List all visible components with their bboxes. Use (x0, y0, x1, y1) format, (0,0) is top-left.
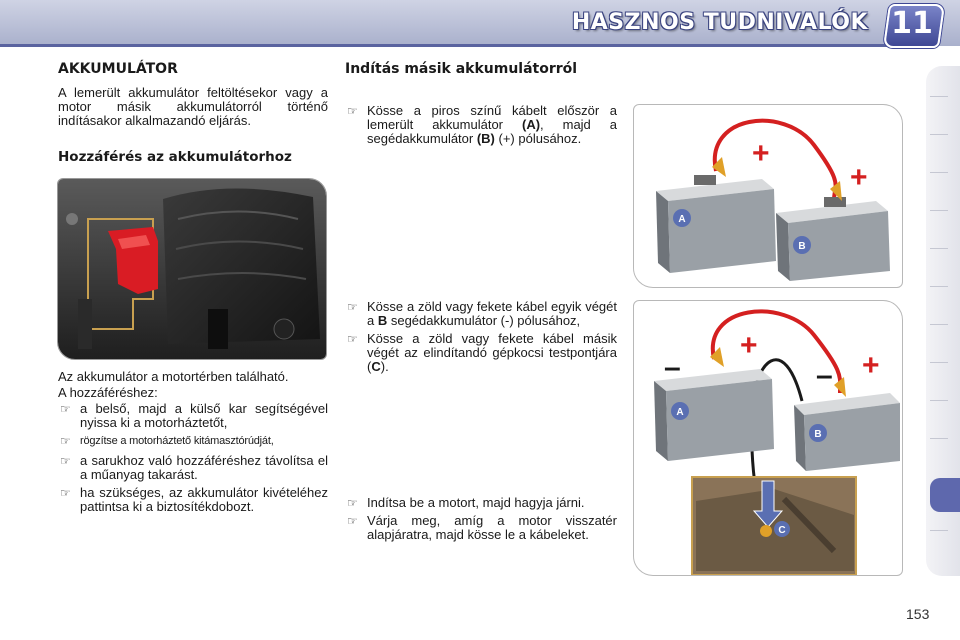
ground-point-ref: C (371, 359, 381, 374)
step-text: Várja meg, amíg a motor visszatér alapjáratra, majd kösse le a kábeleket. (367, 513, 617, 542)
tab-divider (930, 172, 948, 173)
list-item (58, 434, 328, 448)
pointing-hand-icon: ☞ (347, 300, 358, 314)
tab-divider (930, 286, 948, 287)
battery-a-ref: (A) (521, 117, 541, 132)
battery-b-label: B (814, 429, 822, 440)
step-text: ). (380, 359, 389, 374)
minus-sign-a: – (664, 351, 681, 384)
pointing-hand-icon: ☞ (60, 486, 71, 500)
jump-steps-2-3 (345, 300, 617, 374)
list-item (58, 454, 328, 482)
tab-divider (930, 210, 948, 211)
list-item (345, 104, 617, 146)
chapter-number: 11 (891, 6, 933, 41)
step-text: (+) pólusához. (494, 131, 582, 146)
plus-sign-a: + (740, 329, 758, 362)
step-text: Indítsa be a motort, majd hagyja járni. (367, 495, 585, 510)
jump-start-heading: Indítás másik akkumulátorról (345, 61, 578, 77)
access-steps (58, 402, 328, 514)
page-header (0, 0, 960, 52)
engine-bay-photo (57, 178, 327, 360)
battery-a-label: A (676, 407, 684, 418)
step-text: Kösse a zöld vagy fekete kábel másik végét az elindítandó gépkocsi testpontjára ( (367, 331, 617, 374)
battery-b-ref: B (377, 313, 388, 328)
plus-sign-b: + (862, 349, 880, 382)
access-label: A hozzáféréshez: (58, 385, 158, 400)
step-text: Kösse a zöld vagy fekete kábel egyik végét a (367, 299, 617, 328)
tab-divider (930, 134, 948, 135)
battery-location: Az akkumulátor a motortérben található. (58, 369, 289, 384)
battery-a-label: A (678, 214, 686, 225)
pointing-hand-icon: ☞ (347, 332, 358, 346)
battery-heading: AKKUMULÁTOR (58, 61, 178, 77)
step-text: Kösse a piros színű kábelt először a lemerült akkumulátor (367, 103, 617, 132)
minus-sign-b: – (816, 359, 833, 392)
list-item-text: a belső, majd a külső kar segítségével nyissa ki a motorháztetőt, (80, 401, 328, 430)
list-item-text: rögzítse a motorháztető kitámasztórúdját, (80, 435, 274, 447)
jump-steps-4-5 (345, 496, 617, 542)
pointing-hand-icon: ☞ (60, 454, 71, 468)
jump-step-1 (345, 104, 617, 146)
header-rule (0, 44, 900, 47)
tab-divider (930, 400, 948, 401)
ground-point-label: C (778, 525, 786, 536)
list-item (58, 402, 328, 430)
battery-b-label: B (798, 241, 806, 252)
pointing-hand-icon: ☞ (347, 496, 358, 510)
list-item (58, 486, 328, 514)
plus-sign-a: + (752, 137, 770, 170)
jump-diagram-positive (633, 104, 903, 288)
page-number: 153 (906, 606, 930, 622)
pointing-hand-icon: ☞ (347, 514, 358, 528)
active-chapter-tab[interactable] (930, 478, 960, 512)
pointing-hand-icon: ☞ (60, 402, 71, 416)
section-title: HASZNOS TUDNIVALÓK (571, 10, 868, 35)
tab-divider (930, 438, 948, 439)
battery-intro: A lemerült akkumulátor feltöltésekor vagy a motor másik akkumulátorról történő indításakor alkalmazandó eljárás. (58, 85, 328, 128)
battery-b-ref: (B) (476, 131, 495, 146)
tab-divider (930, 96, 948, 97)
access-heading: Hozzáférés az akkumulátorhoz (58, 149, 292, 165)
tab-divider (930, 248, 948, 249)
step-text: segédakkumulátor (-) pólusához, (387, 313, 581, 328)
list-item (345, 496, 617, 510)
tab-divider (930, 362, 948, 363)
tab-divider (930, 324, 948, 325)
tab-divider (930, 530, 948, 531)
plus-sign-b: + (850, 161, 868, 194)
pointing-hand-icon: ☞ (60, 434, 71, 448)
list-item (345, 300, 617, 328)
list-item-text: a sarukhoz való hozzáféréshez távolítsa el a műanyag takarást. (80, 453, 328, 482)
step-text: , majd a segédakkumulátor (367, 117, 617, 146)
list-item (345, 332, 617, 374)
pointing-hand-icon: ☞ (347, 104, 358, 118)
list-item (345, 514, 617, 542)
jump-diagram-ground (633, 300, 903, 576)
list-item-text: ha szükséges, az akkumulátor kivételéhez pattintsa ki a biztosítékdobozt. (80, 485, 328, 514)
